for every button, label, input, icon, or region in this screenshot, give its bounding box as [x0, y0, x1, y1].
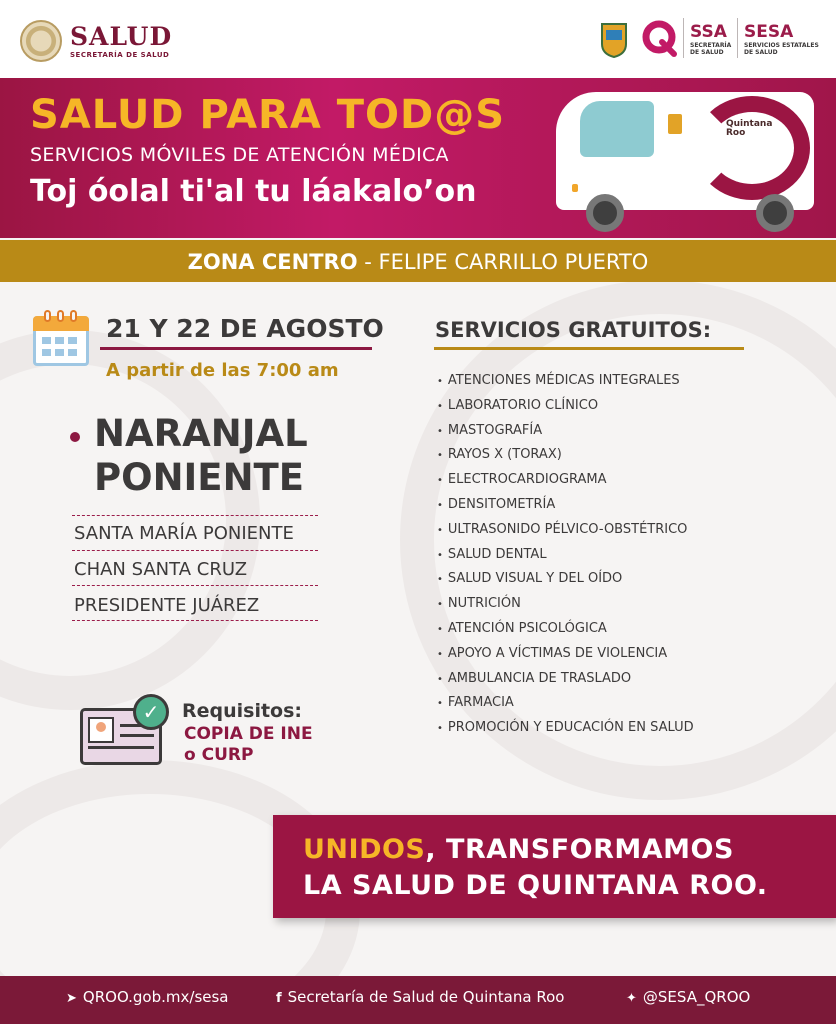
location-divider	[72, 620, 318, 621]
service-item: • ATENCIONES MÉDICAS INTEGRALES	[437, 372, 694, 397]
quintana-roo-shield-icon	[600, 22, 628, 58]
van-window	[580, 101, 654, 157]
quintana-roo-q-logo-icon	[640, 20, 678, 58]
sesa-logo-subtitle: SERVICIOS ESTATALES DE SALUD	[744, 42, 819, 56]
banner-title: SALUD PARA TOD@S	[30, 92, 506, 138]
services-title: SERVICIOS GRATUITOS:	[435, 318, 712, 342]
footer-website-link[interactable]: ➤ QROO.gob.mx/sesa	[66, 988, 229, 1006]
calendar-ring	[44, 310, 51, 322]
van-wheel-icon	[756, 194, 794, 232]
service-item: • SALUD DENTAL	[437, 546, 694, 571]
calendar-cell	[68, 349, 77, 356]
salud-logo-subtitle: SECRETARÍA DE SALUD	[70, 51, 170, 59]
location-divider	[72, 515, 318, 516]
logo-divider	[683, 18, 684, 58]
services-underline	[434, 347, 744, 350]
requirements-title: Requisitos:	[182, 700, 303, 722]
service-item: • LABORATORIO CLÍNICO	[437, 397, 694, 422]
service-item: • RAYOS X (TORAX)	[437, 446, 694, 471]
logo-divider	[737, 18, 738, 58]
van-brand-text: Quintana Roo	[726, 119, 773, 138]
sub-location: CHAN SANTA CRUZ	[74, 559, 248, 580]
service-item: • SALUD VISUAL Y DEL OÍDO	[437, 570, 694, 595]
cursor-icon: ➤	[66, 991, 77, 1006]
calendar-cell	[55, 337, 64, 344]
ssa-logo-title: SSA	[690, 22, 727, 42]
service-item: • ATENCIÓN PSICOLÓGICA	[437, 620, 694, 645]
twitter-icon: ✦	[626, 991, 637, 1006]
event-time: A partir de las 7:00 am	[106, 360, 339, 381]
calendar-cell	[68, 337, 77, 344]
van-wheel-icon	[586, 194, 624, 232]
footer-facebook-link[interactable]: f Secretaría de Salud de Quintana Roo	[276, 988, 565, 1006]
calendar-cell	[42, 337, 51, 344]
service-item: • AMBULANCIA DE TRASLADO	[437, 670, 694, 695]
main-location: NARANJAL PONIENTE	[94, 412, 308, 499]
id-avatar	[96, 722, 106, 732]
mexico-seal-icon	[20, 20, 62, 62]
id-line	[88, 746, 154, 749]
van-emblem-icon	[668, 114, 682, 134]
service-item: • MASTOGRAFÍA	[437, 422, 694, 447]
banner-subtitle: SERVICIOS MÓVILES DE ATENCIÓN MÉDICA	[30, 144, 449, 166]
calendar-cell	[42, 349, 51, 356]
sub-location: PRESIDENTE JUÁREZ	[74, 595, 260, 616]
van-light	[572, 184, 578, 192]
service-item: • FARMACIA	[437, 694, 694, 719]
service-item: • ELECTROCARDIOGRAMA	[437, 471, 694, 496]
event-date: 21 Y 22 DE AGOSTO	[106, 314, 384, 343]
ssa-logo-subtitle: SECRETARÍA DE SALUD	[690, 42, 732, 56]
location-bullet	[70, 432, 80, 442]
footer-twitter-link[interactable]: ✦ @SESA_QROO	[626, 988, 751, 1006]
calendar-ring	[57, 310, 64, 322]
banner-maya-slogan: Toj óolal ti'al tu láakalo’on	[30, 174, 477, 209]
sub-location: SANTA MARÍA PONIENTE	[74, 523, 294, 544]
facebook-icon: f	[276, 991, 282, 1006]
requirements-body: COPIA DE INE o CURP	[184, 724, 313, 765]
service-item: • DENSITOMETRÍA	[437, 496, 694, 521]
calendar-cell	[55, 349, 64, 356]
watermark-ring	[0, 330, 260, 710]
checkmark-icon: ✓	[133, 694, 169, 730]
date-underline	[100, 347, 372, 350]
van-q-swirl	[694, 96, 810, 200]
sesa-logo-title: SESA	[744, 22, 794, 42]
service-item: • NUTRICIÓN	[437, 595, 694, 620]
service-item: • ULTRASONIDO PÉLVICO-OBSTÉTRICO	[437, 521, 694, 546]
calendar-ring	[70, 310, 77, 322]
services-list	[437, 372, 694, 744]
location-divider	[72, 550, 318, 551]
slogan-text: UNIDOS, TRANSFORMAMOS LA SALUD DE QUINTANA ROO.	[303, 834, 768, 901]
service-item: • PROMOCIÓN Y EDUCACIÓN EN SALUD	[437, 719, 694, 744]
id-line	[120, 734, 154, 737]
location-divider	[72, 585, 318, 586]
salud-logo-text: SALUD	[70, 22, 173, 51]
service-item: • APOYO A VÍCTIMAS DE VIOLENCIA	[437, 645, 694, 670]
zone-title: ZONA CENTRO - FELIPE CARRILLO PUERTO	[187, 250, 649, 274]
